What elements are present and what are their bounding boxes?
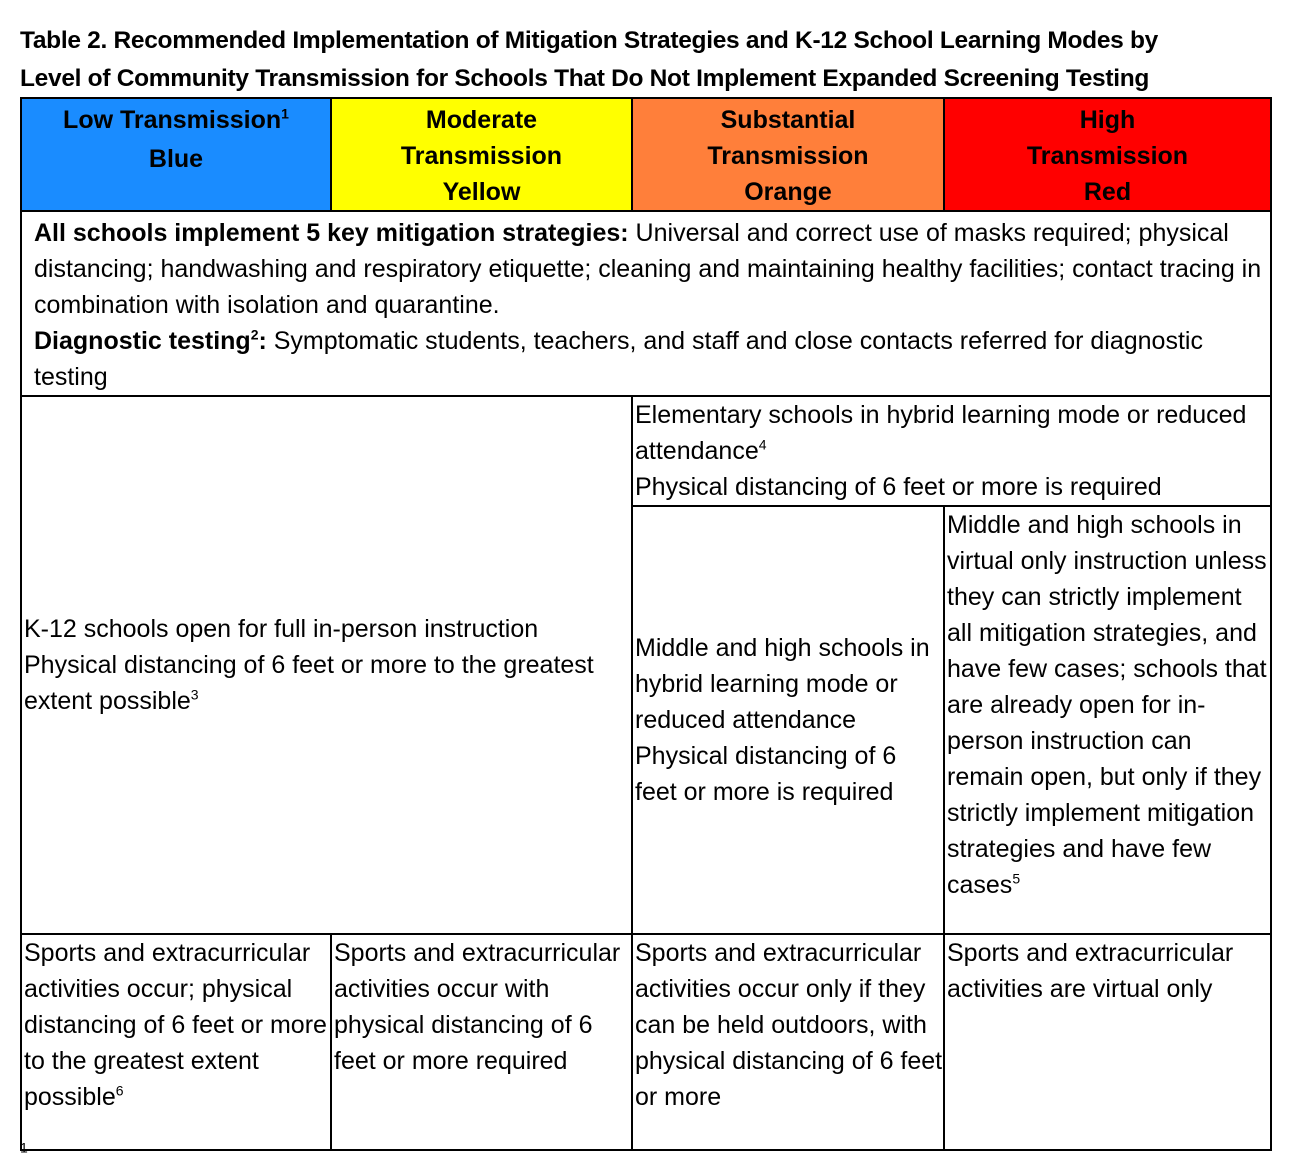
- footnote-marker: 1: [20, 1139, 28, 1156]
- header-low-transmission: Low Transmission$^1$ Blue: [21, 98, 331, 211]
- header-row: [21, 98, 1271, 211]
- mitigation-strategies-label: All schools implement 5 key mitigation strategies:: [34, 219, 629, 247]
- sports-high-cell: Sports and extracurricular activities are virtual only: [944, 934, 1271, 1150]
- elementary-learning-cell: Elementary schools in hybrid learning mode or reduced attendance$^4$ Physical distancing of 6 feet or more is required: [632, 396, 1271, 506]
- sports-low-cell: Sports and extracurricular activities occur; physical distancing of 6 feet or more to the greatest extent possible$^6$: [21, 934, 331, 1150]
- diagnostic-testing-text: Symptomatic students, teachers, and staff and close contacts referred for diagnostic testing: [34, 327, 1203, 391]
- header-high-transmission: High Transmission Red: [944, 98, 1271, 211]
- all-schools-row: [21, 211, 1271, 396]
- table-title-line1: Table 2. Recommended Implementation of Mitigation Strategies and K-12 School Learning Modes by: [20, 27, 1158, 54]
- sports-moderate-cell: Sports and extracurricular activities occur with physical distancing of 6 feet or more required: [331, 934, 632, 1150]
- diagnostic-testing-label: Diagnostic testing$^2$:: [34, 326, 267, 355]
- elementary-row: [21, 396, 1271, 506]
- mitigation-strategies-text: Universal and correct use of masks required; physical distancing; handwashing and respiratory etiquette; cleaning and maintaining healthy facilities; contact tracing in combination with isolation and quarantine.: [34, 219, 1262, 319]
- header-substantial-transmission: Substantial Transmission Orange: [632, 98, 944, 211]
- table-title-line2: Level of Community Transmission for Schools That Do Not Implement Expanded Screening Testing: [20, 65, 1150, 92]
- low-moderate-learning-cell: K-12 schools open for full in-person instruction Physical distancing of 6 feet or more to the greatest extent possible$^3$: [21, 396, 632, 934]
- substantial-middle-high-cell: Middle and high schools in hybrid learning mode or reduced attendance Physical distancing of 6 feet or more is required: [632, 506, 944, 934]
- all-schools-cell: [21, 211, 1271, 396]
- table-title: [20, 22, 1290, 98]
- sports-row: [21, 934, 1271, 1150]
- header-moderate-transmission: Moderate Transmission Yellow: [331, 98, 632, 211]
- high-middle-high-cell: Middle and high schools in virtual only instruction unless they can strictly implement all mitigation strategies, and have few cases; schools that are already open for in-person instruction can remain open, but only if they strictly implement mitigation strategies and have few cases$^5$: [944, 506, 1271, 934]
- sports-substantial-cell: Sports and extracurricular activities occur only if they can be held outdoors, with physical distancing of 6 feet or more: [632, 934, 944, 1150]
- mitigation-table: [20, 97, 1272, 1151]
